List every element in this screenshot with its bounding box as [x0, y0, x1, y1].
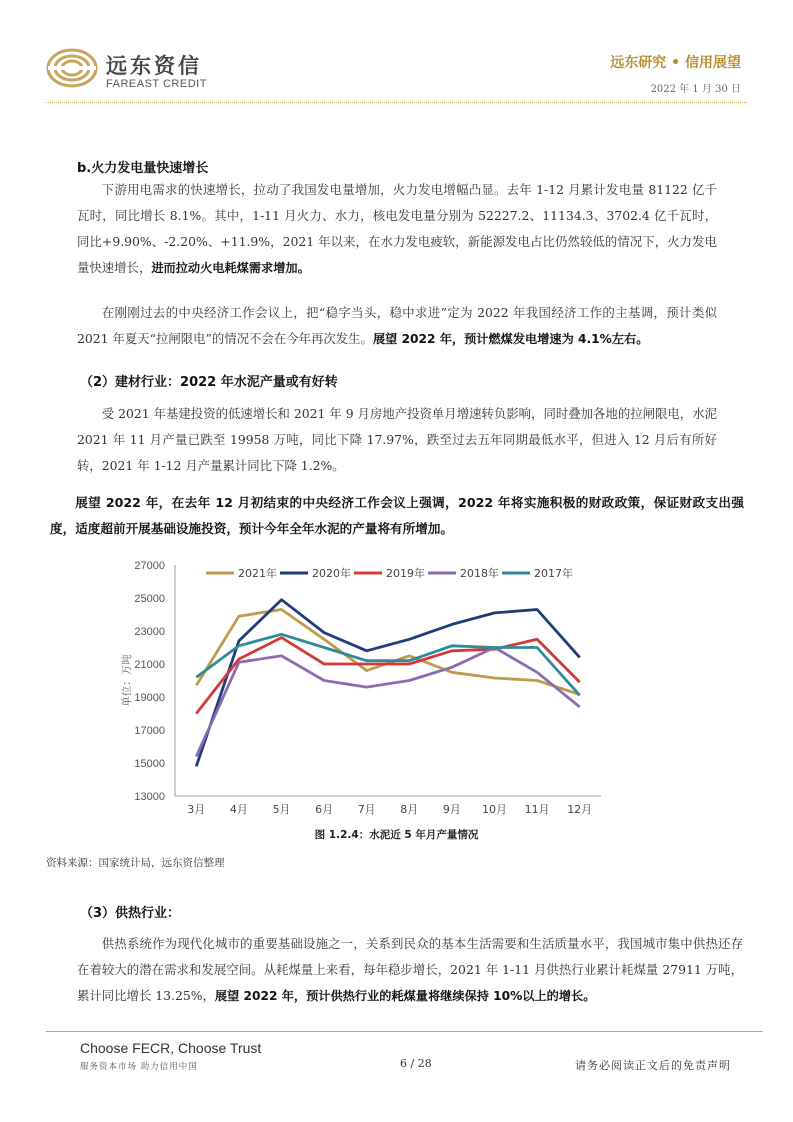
paragraph-cement-outlook: 展望 2022 年，在去年 12 月初结束的中央经济工作会议上强调，2022 年将实施积极的财政政策，保证财政支出强度，适度超前开展基础设施投资，预计今年全年水泥的产量将有所增加。 [50, 495, 744, 536]
x-tick-label: 12月 [567, 803, 593, 816]
brand-name-cn: 远东资信 [106, 54, 202, 78]
legend-label: 2021年 [238, 567, 277, 580]
paragraph-heating: 供热系统作为现代化城市的重要基础设施之一，关系到民众的基本生活需要和生活质量水平，我国城市集中供热还存在着较大的潜在需求和发展空间。从耗煤量上来看，每年稳步增长，2021 年 1-11 月供热行业累计耗煤量 27911 万吨，累计同比增长 13.25%，展望 2022 年，预计供热行业的耗煤量将继续保持 10%以上的增长。 [77, 936, 743, 1003]
y-tick-label: 13000 [134, 791, 165, 803]
y-tick-label: 27000 [134, 560, 165, 572]
footer-disclaimer: 请务必阅读正文后的免责声明 [575, 1059, 731, 1072]
x-tick-label: 5月 [272, 803, 291, 816]
x-tick-label: 8月 [400, 803, 419, 816]
report-series: 远东研究 • 信用展望 [610, 55, 741, 71]
y-tick-label: 21000 [134, 659, 165, 671]
x-tick-label: 4月 [229, 803, 248, 816]
y-tick-label: 23000 [134, 626, 165, 638]
legend-label: 2017年 [534, 567, 573, 580]
footer-slogan-en: Choose FECR, Choose Trust [80, 1040, 262, 1056]
footer-divider [46, 1031, 763, 1032]
paragraph-cement-output: 受 2021 年基建投资的低速增长和 2021 年 9 月房地产投资单月增速转负影响，同时叠加各地的拉闸限电，水泥 2021 年 11 月产量已跌至 19958 万吨，同比下降 17.97%，跌至过去五年同期最低水平，但进入 12 月后有所好转，2021 年 1-12 月产量累计同比下降 1.2%。 [77, 406, 717, 473]
y-tick-label: 25000 [134, 593, 165, 605]
x-tick-label: 6月 [315, 803, 334, 816]
cement-output-line-chart [118, 552, 618, 822]
y-tick-label: 15000 [134, 758, 165, 770]
series-line-2019年 [196, 638, 579, 714]
heading-thermal-power: b.火力发电量快速增长 [77, 161, 209, 176]
paragraph-power-demand: 下游用电需求的快速增长，拉动了我国发电量增加，火力发电增幅凸显。去年 1-12 月累计发电量 81122 亿千瓦时，同比增长 8.1%。其中，1-11 月火力、水力，核电发电量分别为 52227.2、11134.3、3702.4 亿千瓦时，同比+9.90%、-2.20%、+11.9%，2021 年以来，在水力发电疲软，新能源发电占比仍然较低的情况下，火力发电量快速增长，进而拉动火电耗煤需求增加。 [77, 182, 717, 275]
page-number: 6 / 28 [400, 1057, 432, 1070]
fareast-logo-icon [46, 48, 98, 88]
y-axis-label: 单位：万吨 [121, 654, 133, 707]
header-divider [46, 102, 747, 103]
legend-label: 2019年 [386, 567, 425, 580]
paragraph-economic-conference: 在刚刚过去的中央经济工作会议上，把“稳字当头，稳中求进”定为 2022 年我国经济工作的主基调，预计类似 2021 年夏天“拉闸限电”的情况不会在今年再次发生。展望 2022 年，预计燃煤发电增速为 4.1%左右。 [77, 305, 717, 346]
chart-caption: 图 1.2.4：水泥近 5 年月产量情况 [314, 829, 479, 841]
y-tick-label: 17000 [134, 725, 165, 737]
report-date: 2022 年 1 月 30 日 [650, 84, 741, 95]
data-source: 资料来源：国家统计局，远东资信整理 [46, 857, 225, 869]
x-tick-label: 3月 [187, 803, 206, 816]
footer-slogan-cn: 服务资本市场 助力信用中国 [80, 1062, 198, 1072]
legend-label: 2020年 [312, 567, 351, 580]
brand-name-en: FAREAST CREDIT [106, 78, 207, 90]
page-header [0, 0, 793, 110]
y-tick-label: 19000 [134, 692, 165, 704]
x-tick-label: 10月 [482, 803, 507, 816]
x-tick-label: 11月 [524, 803, 550, 816]
heading-heating: （3）供热行业： [80, 906, 181, 921]
heading-building-materials: （2）建材行业：2022 年水泥产量或有好转 [80, 375, 338, 390]
x-tick-label: 7月 [357, 803, 376, 816]
x-tick-label: 9月 [442, 803, 461, 816]
legend-label: 2018年 [460, 567, 499, 580]
